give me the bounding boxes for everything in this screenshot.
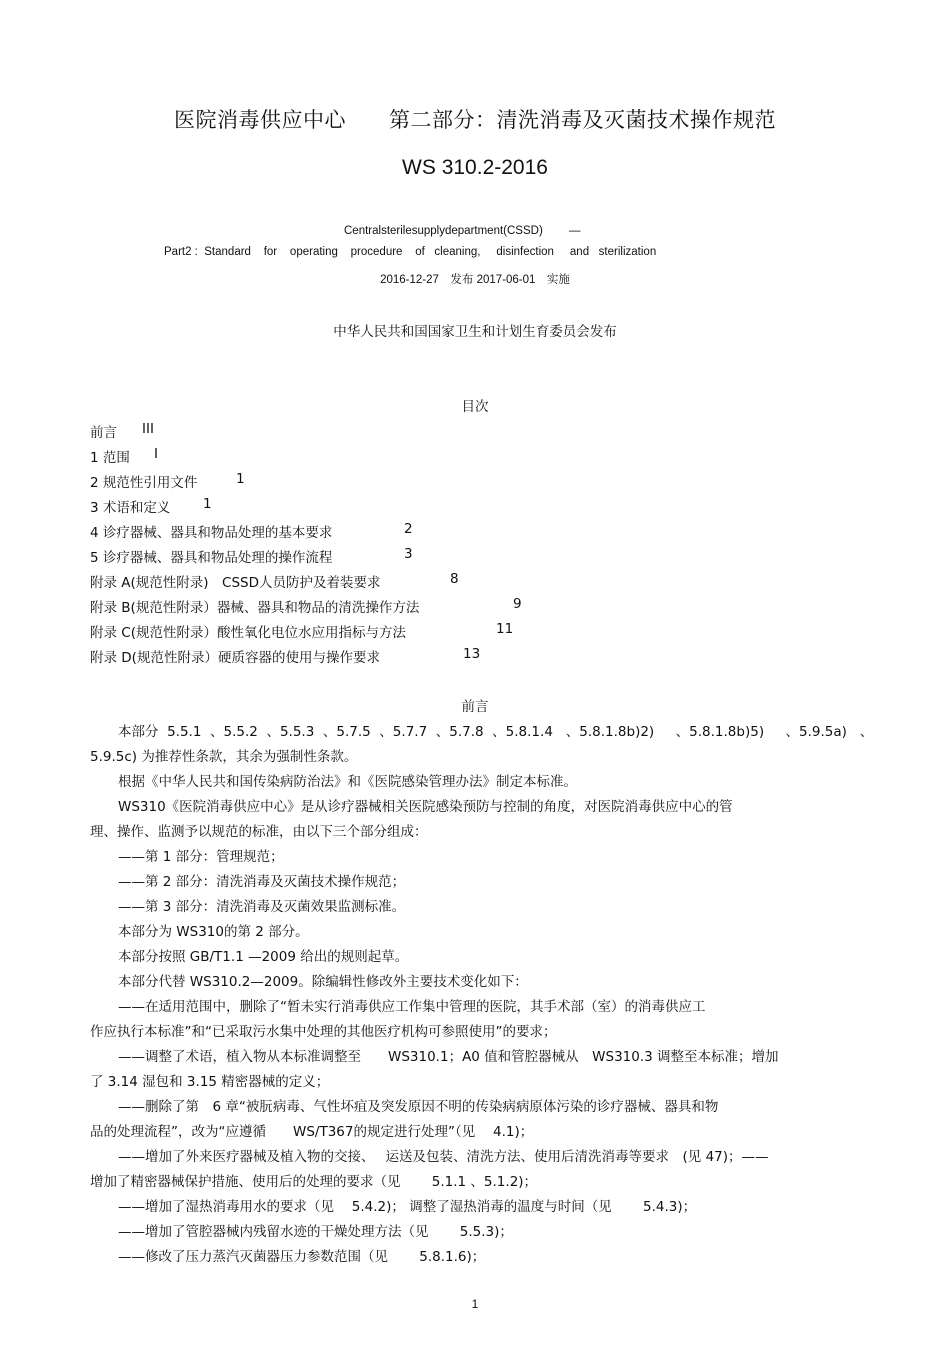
preface-line: ——增加了外来医疗器械及植入物的交接、 运送及包装、清洗方法、使用后清洗消毒等要求 (见 47)；—— [118, 1149, 769, 1165]
preface-line: 理、操作、监测予以规范的标准，由以下三个部分组成： [90, 824, 428, 840]
toc-item [90, 471, 245, 491]
toc-item-page: 13 [463, 646, 481, 662]
toc-item-label: 附录 D(规范性附录）硬质容器的使用与操作要求 [90, 650, 380, 666]
preface-line: WS310《医院消毒供应中心》是从诊疗器械相关医院感染预防与控制的角度，对医院消毒供应中心的管 [118, 799, 733, 815]
toc-item [90, 496, 212, 516]
toc-item [90, 621, 514, 641]
toc-item-page: 11 [496, 621, 514, 637]
english-title-line2: Part2 : Standard for operating procedure of cleaning, disinfection and sterilization [164, 246, 657, 258]
preface-line: 本部分按照 GB/T1.1 —2009 给出的规则起草。 [118, 949, 409, 965]
toc-item-label: 附录 B(规范性附录）器械、器具和物品的清洗操作方法 [90, 600, 420, 616]
toc-item-label: 3 术语和定义 [90, 500, 171, 516]
toc-item [90, 646, 481, 666]
toc-item [90, 521, 413, 541]
toc-item-label: 附录 A(规范性附录) CSSD人员防护及着装要求 [90, 575, 381, 591]
toc-item-page: 2 [404, 521, 413, 537]
preface-line: 作应执行本标准”和“已采取污水集中处理的其他医疗机构可参照使用”的要求； [90, 1024, 557, 1040]
preface-line: 增加了精密器械保护措施、使用后的处理的要求（见 5.1.1 、5.1.2)； [90, 1174, 538, 1190]
toc-item-label: 4 诊疗器械、器具和物品处理的基本要求 [90, 525, 333, 541]
toc-heading: 目次 [461, 399, 489, 415]
preface-line: ——增加了管腔器械内残留水迹的干燥处理方法（见 5.5.3)； [118, 1224, 513, 1240]
toc-item-page: I [154, 446, 158, 462]
preface-line: ——删除了第 6 章“被朊病毒、气性坏疽及突发原因不明的传染病病原体污染的诊疗器械、器具和物 [118, 1099, 719, 1115]
page-number: 1 [471, 1297, 479, 1311]
toc-item [90, 421, 154, 441]
toc-item-page: 3 [404, 546, 413, 562]
preface-line: 品的处理流程”，改为“应遵循 WS/T367的规定进行处理”（见 4.1)； [90, 1124, 534, 1140]
toc-item [90, 446, 158, 466]
preface-line: 根据《中华人民共和国传染病防治法》和《医院感染管理办法》制定本标准。 [118, 774, 577, 790]
toc-item-label: 5 诊疗器械、器具和物品处理的操作流程 [90, 550, 333, 566]
preface-line: ——增加了湿热消毒用水的要求（见 5.4.2)； 调整了湿热消毒的温度与时间（见 5.4.3)； [118, 1199, 697, 1215]
toc-item-page: 8 [450, 571, 459, 587]
english-title-line1: Centralsterilesupplydepartment(CSSD) — [344, 225, 581, 237]
toc-item [90, 571, 459, 591]
preface-line: ——修改了压力蒸汽灭菌器压力参数范围（见 5.8.1.6)； [118, 1249, 486, 1265]
preface-line: 本部分为 WS310的第 2 部分。 [118, 924, 309, 940]
preface-line: ——第 2 部分：清洗消毒及灭菌技术操作规范； [118, 874, 406, 890]
preface-line: ——调整了术语，植入物从本标准调整至 WS310.1；A0 值和管腔器械从 WS310.3 调整至本标准；增加 [118, 1049, 779, 1065]
preface-line: ——第 1 部分：管理规范； [118, 849, 284, 865]
issuer: 中华人民共和国国家卫生和计划生育委员会发布 [333, 324, 617, 340]
toc-item-label: 前言 [90, 425, 117, 441]
preface-line: 5.9.5c) 为推荐性条款，其余为强制性条款。 [90, 749, 358, 765]
toc-item-page: 9 [513, 596, 522, 612]
preface-line: ——第 3 部分：清洗消毒及灭菌效果监测标准。 [118, 899, 406, 915]
document-title: 医院消毒供应中心 第二部分：清洗消毒及灭菌技术操作规范 [174, 108, 776, 132]
toc-item-label: 附录 C(规范性附录）酸性氧化电位水应用指标与方法 [90, 625, 406, 641]
preface-heading: 前言 [461, 699, 489, 715]
toc-item [90, 546, 413, 566]
preface-line: 了 3.14 湿包和 3.15 精密器械的定义； [90, 1074, 330, 1090]
toc-item-label: 2 规范性引用文件 [90, 475, 198, 491]
toc-item-page: 1 [236, 471, 245, 487]
preface-line: 本部分 5.5.1 、5.5.2 、5.5.3 、5.7.5 、5.7.7 、5.7.8 、5.8.1.4 、5.8.1.8b)2) 、5.8.1.8b)5) 、5.9.5a) 、 [118, 724, 874, 740]
preface-line: 本部分代替 WS310.2—2009。除编辑性修改外主要技术变化如下： [118, 974, 528, 990]
toc-item-page: III [142, 421, 154, 437]
toc-item-label: 1 范围 [90, 450, 130, 466]
toc-item-page: 1 [203, 496, 212, 512]
preface-line: ——在适用范围中，删除了“暂未实行消毒供应工作集中管理的医院，其手术部（室）的消毒供应工 [118, 999, 706, 1015]
publish-dates: 2016-12-27 发布 2017-06-01 实施 [380, 274, 570, 286]
toc-item [90, 596, 522, 616]
standard-code: WS 310.2-2016 [402, 156, 548, 179]
